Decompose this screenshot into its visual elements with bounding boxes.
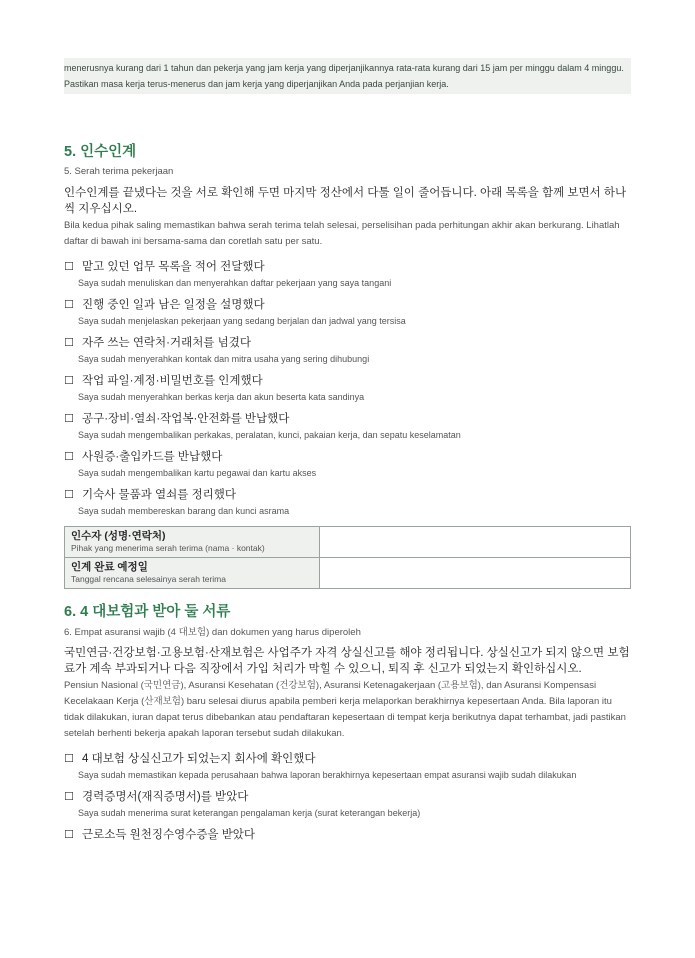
checklist-item-ko: 진행 중인 일과 남은 일정을 설명했다 <box>82 299 265 311</box>
table-row <box>65 558 631 589</box>
section-5-paragraph-id: Bila kedua pihak saling memastikan bahwa serah terima telah selesai, perselisihan pada perhitungan akhir akan berkurang. Lihatlah daftar di bawah ini bersama-sama dan coretlah satu per satu. <box>64 220 620 247</box>
section-5 <box>64 143 631 589</box>
section-5-subtitle: 5. Serah terima pekerjaan <box>64 166 174 177</box>
documents-checklist <box>64 751 631 843</box>
handover-date-label-id: Tanggal rencana selesainya serah terima <box>71 574 226 584</box>
checkbox-icon[interactable]: ☐ <box>64 261 74 273</box>
checklist-item[interactable] <box>64 487 631 520</box>
section-6-subtitle: 6. Empat asuransi wajib (4 대보험) dan dokumen yang harus diperoleh <box>64 627 361 638</box>
continued-note: menerusnya kurang dari 1 tahun dan pekerja yang jam kerja yang diperjanjikannya rata-rata kurang dari 15 jam per minggu dalam 4 minggu. Pastikan masa kerja terus-menerus dan jam kerja yang diperjanjikan Anda pada perjanjian kerja. <box>64 58 631 94</box>
section-6-title: 6. 4 대보험과 받아 둘 서류 <box>64 604 231 620</box>
section-5-paragraph-ko: 인수인계를 끝냈다는 것을 서로 확인해 두면 마지막 정산에서 다툴 일이 줄어듭니다. 아래 목록을 함께 보면서 하나씩 지우십시오. <box>64 187 627 215</box>
checklist-item[interactable] <box>64 297 631 330</box>
checklist-item[interactable] <box>64 259 631 292</box>
checklist-item[interactable] <box>64 449 631 482</box>
checklist-item-ko: 맡고 있던 업무 목록을 적어 전달했다 <box>82 261 265 273</box>
receiver-label-id: Pihak yang menerima serah terima (nama · kontak) <box>71 543 265 553</box>
checklist-item-ko: 자주 쓰는 연락처·거래처를 넘겼다 <box>82 337 251 349</box>
handover-info-table <box>64 526 631 589</box>
table-row <box>65 527 631 558</box>
handover-date-value-field[interactable] <box>319 558 630 589</box>
checklist-item-id: Saya sudah mengembalikan perkakas, peralatan, kunci, pakaian kerja, dan sepatu keselamatan <box>78 430 461 440</box>
checkbox-icon[interactable]: ☐ <box>64 299 74 311</box>
checklist-item-id: Saya sudah memastikan kepada perusahaan bahwa laporan berakhirnya kepesertaan empat asuransi wajib sudah dilakukan <box>78 770 577 780</box>
handover-checklist <box>64 259 631 520</box>
checklist-item-ko: 사원증·출입카드를 반납했다 <box>82 451 223 463</box>
checklist-item-ko: 작업 파일·계정·비밀번호를 인계했다 <box>82 375 263 387</box>
checkbox-icon[interactable]: ☐ <box>64 451 74 463</box>
checklist-item-id: Saya sudah menuliskan dan menyerahkan daftar pekerjaan yang saya tangani <box>78 278 392 288</box>
checklist-item-ko: 4 대보험 상실신고가 되었는지 회사에 확인했다 <box>82 753 316 765</box>
checkbox-icon[interactable]: ☐ <box>64 337 74 349</box>
checkbox-icon[interactable]: ☐ <box>64 753 74 765</box>
checklist-item-ko: 근로소득 원천징수영수증을 받았다 <box>82 829 256 841</box>
checkbox-icon[interactable]: ☐ <box>64 489 74 501</box>
section-6 <box>64 603 631 843</box>
checklist-item[interactable] <box>64 411 631 444</box>
section-5-title: 5. 인수인계 <box>64 144 137 160</box>
checklist-item-id: Saya sudah menyerahkan kontak dan mitra usaha yang sering dihubungi <box>78 354 370 364</box>
checklist-item-ko: 경력증명서(재직증명서)를 받았다 <box>82 791 249 803</box>
checklist-item-id: Saya sudah menyerahkan berkas kerja dan akun beserta kata sandinya <box>78 392 365 402</box>
checklist-item-id: Saya sudah membereskan barang dan kunci asrama <box>78 506 290 516</box>
checklist-item-id: Saya sudah menjelaskan pekerjaan yang sedang berjalan dan jadwal yang tersisa <box>78 316 406 326</box>
receiver-label-ko: 인수자 (성명·연락처) <box>71 530 166 542</box>
handover-date-label-ko: 인계 완료 예정일 <box>71 561 148 573</box>
checklist-item[interactable] <box>64 789 631 822</box>
table-label-cell <box>65 527 320 558</box>
checklist-item[interactable] <box>64 335 631 368</box>
section-6-paragraph-ko: 국민연금·건강보험·고용보험·산재보험은 사업주가 자격 상실신고를 해야 정리됩니다. 상실신고가 되지 않으면 보험료가 계속 부과되거나 다음 직장에서 가입 처리가 막힐 수 있으니, 퇴직 후 신고가 되었는지 확인하십시오. <box>64 647 630 675</box>
section-6-paragraph-id: Pensiun Nasional (국민연금), Asuransi Kesehatan (건강보험), Asuransi Ketenagakerjaan (고용보험), dan Asuransi Kompensasi Kecelakaan Kerja (산재보험) baru selesai diurus apabila pemberi kerja melaporkan berakhirnya kepesertaan Anda. Bila laporan itu tidak dilakukan, iuran dapat terus dibebankan atau pendaftaran kepesertaan di tempat kerja berikutnya dapat terhambat, jadi pastikan setelah berhenti bekerja apakah laporan tersebut sudah dilakukan. <box>64 680 626 739</box>
checklist-item-ko: 공구·장비·열쇠·작업복·안전화를 반납했다 <box>82 413 290 425</box>
checkbox-icon[interactable]: ☐ <box>64 375 74 387</box>
checkbox-icon[interactable]: ☐ <box>64 829 74 841</box>
checkbox-icon[interactable]: ☐ <box>64 791 74 803</box>
checklist-item-id: Saya sudah menerima surat keterangan pengalaman kerja (surat keterangan bekerja) <box>78 808 421 818</box>
receiver-value-field[interactable] <box>319 527 630 558</box>
table-label-cell <box>65 558 320 589</box>
document-page <box>0 58 695 958</box>
checklist-item[interactable] <box>64 827 631 843</box>
checklist-item[interactable] <box>64 751 631 784</box>
checklist-item[interactable] <box>64 373 631 406</box>
checklist-item-ko: 기숙사 물품과 열쇠를 정리했다 <box>82 489 237 501</box>
checkbox-icon[interactable]: ☐ <box>64 413 74 425</box>
checklist-item-id: Saya sudah mengembalikan kartu pegawai dan kartu akses <box>78 468 317 478</box>
